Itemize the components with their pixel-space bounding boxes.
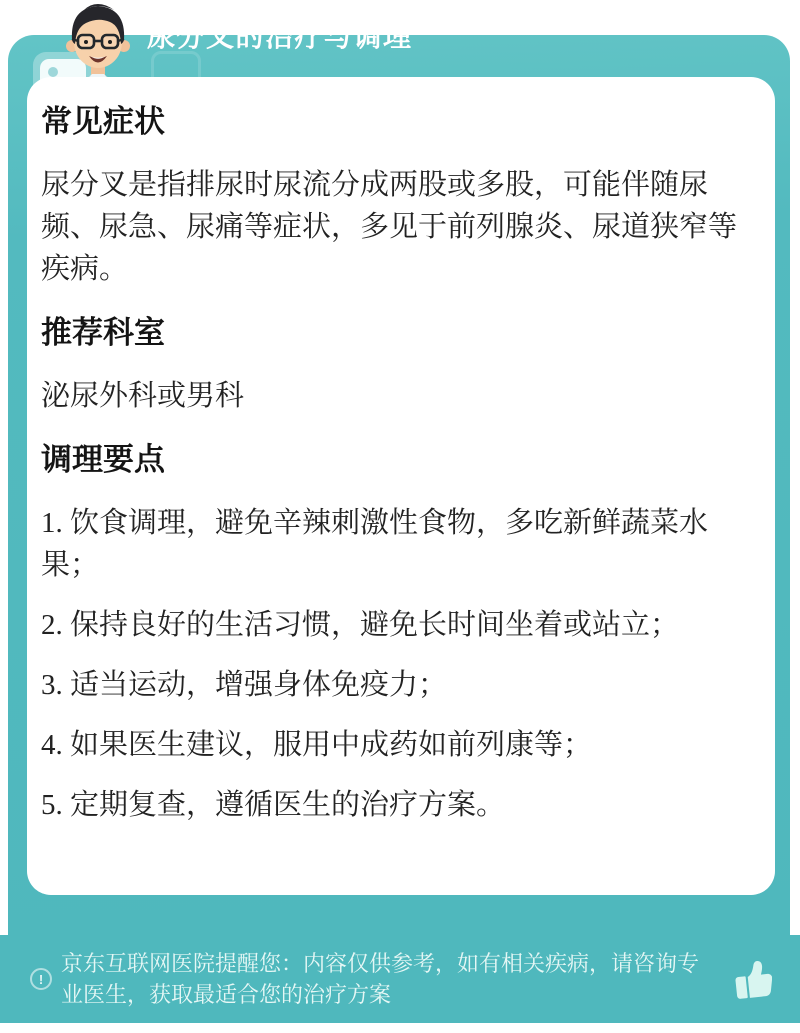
alert-icon: ! [30,968,52,990]
page-title: 尿分叉的治疗与调理 [147,21,413,52]
disclaimer-footer [0,935,800,1023]
disclaimer-text: 京东互联网医院提醒您：内容仅供参考，如有相关疾病，请咨询专业医生，获取最适合您的治疗方案 [61,951,700,1007]
section-heading-symptoms: 常见症状 [41,104,165,139]
care-list-item: 5. 定期复查，遵循医生的治疗方案。 [41,789,506,821]
thumbs-up-icon[interactable] [726,956,772,1002]
content-card [27,77,775,895]
care-list-item: 2. 保持良好的生活习惯，避免长时间坐着或站立； [41,609,680,641]
care-list-item: 1. 饮食调理，避免辛辣刺激性食物，多吃新鲜蔬菜水果； [41,507,709,581]
section-heading-care: 调理要点 [41,442,165,477]
care-list-item: 3. 适当运动，增强身体免疫力； [41,669,448,701]
department-paragraph: 泌尿外科或男科 [41,380,245,412]
care-list-item: 4. 如果医生建议，服用中成药如前列康等； [41,729,593,761]
section-heading-department: 推荐科室 [41,315,165,350]
bottom-margin [0,1023,800,1033]
symptoms-paragraph: 尿分叉是指排尿时尿流分成两股或多股，可能伴随尿频、尿急、尿痛等症状，多见于前列腺炎、尿道狭窄等疾病。 [41,169,738,285]
